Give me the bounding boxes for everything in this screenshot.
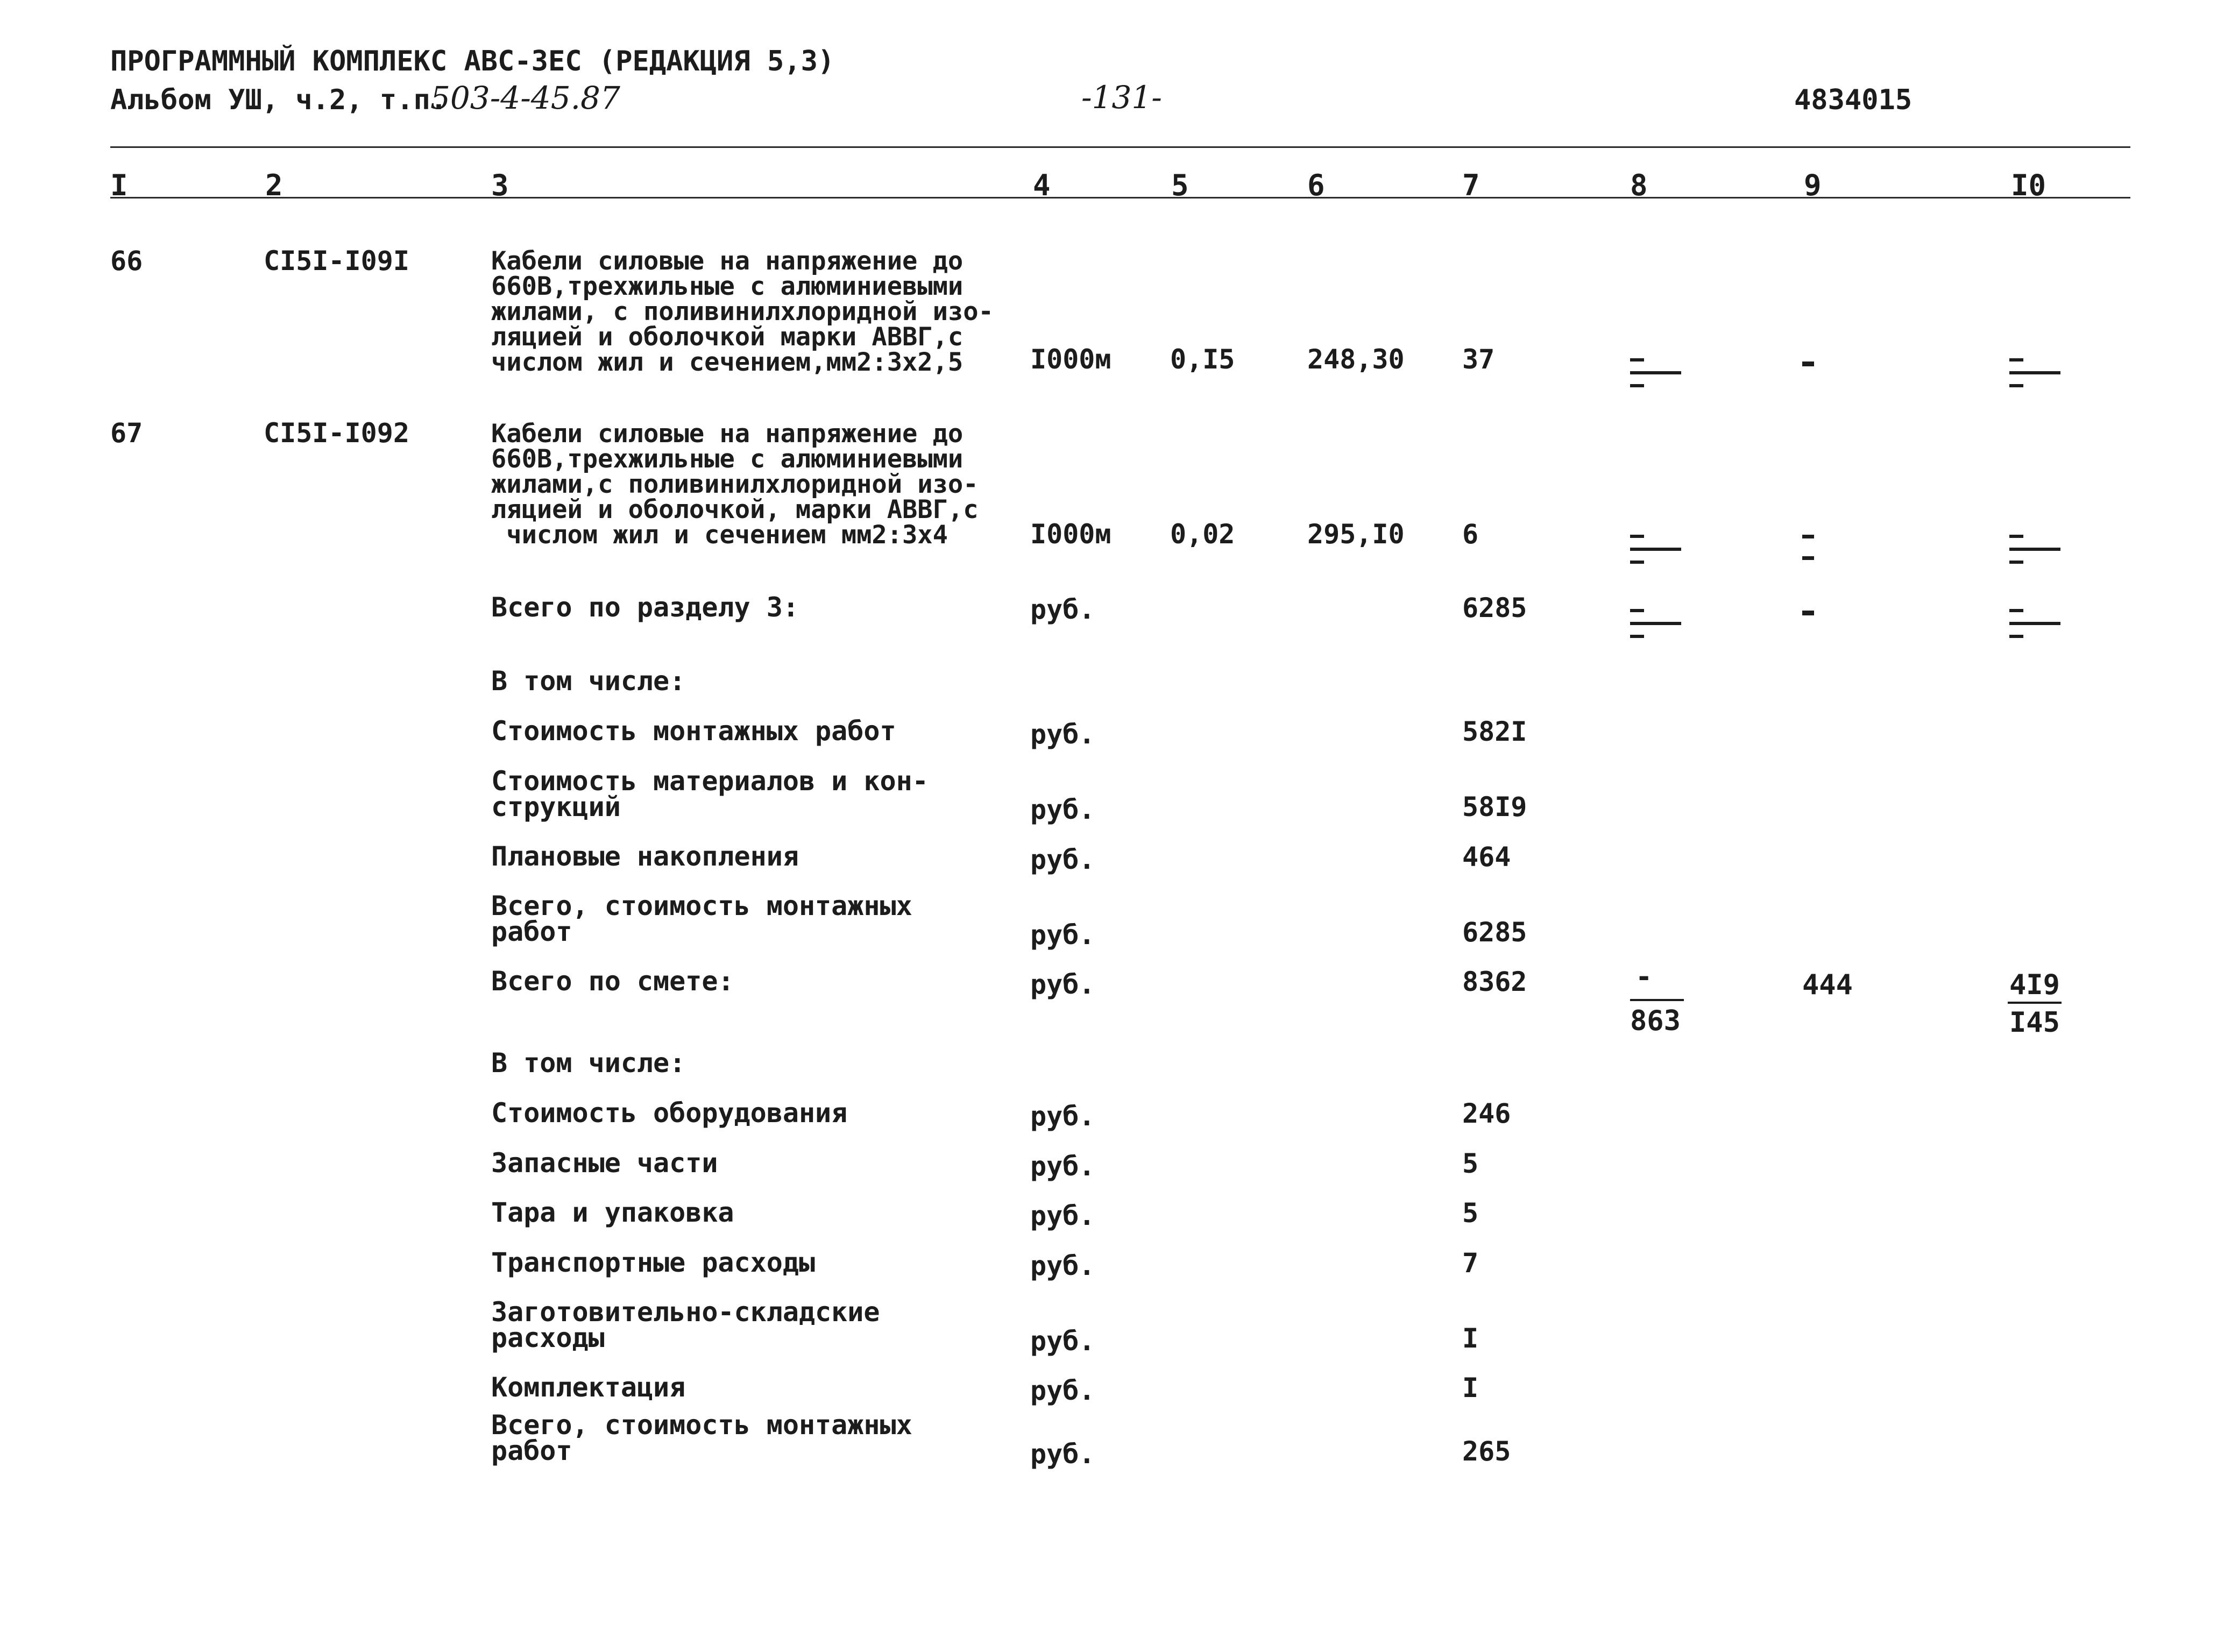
cost-value: 6285 — [1462, 917, 1527, 948]
col8-denominator: 863 — [1630, 1005, 1681, 1037]
column-number-1: I — [110, 168, 128, 202]
item-code: CI5I-I092 — [264, 417, 409, 449]
column-number-4: 4 — [1033, 168, 1051, 202]
column-number-5: 5 — [1171, 168, 1189, 202]
cost-unit: руб. — [1030, 794, 1095, 825]
item-number: 67 — [110, 417, 143, 449]
cost-value: I — [1462, 1372, 1479, 1403]
col10-numerator: 4I9 — [2009, 969, 2060, 1001]
including-heading: В том числе: — [491, 1047, 686, 1079]
column-number-6: 6 — [1307, 168, 1325, 202]
column-number-9: 9 — [1804, 168, 1822, 202]
cost-label: Транспортные расходы — [491, 1247, 816, 1278]
cost-label: Плановые накопления — [491, 841, 799, 872]
cost-value: 246 — [1462, 1098, 1511, 1129]
dash-mark — [1802, 361, 1814, 366]
column-number-10: I0 — [2011, 168, 2046, 202]
item-price: 248,30 — [1307, 344, 1405, 375]
col10-denominator: I45 — [2009, 1006, 2060, 1039]
item-total: 6 — [1462, 519, 1479, 550]
empty-fraction-mark — [1630, 356, 1678, 394]
cost-unit: руб. — [1030, 1250, 1095, 1281]
cost-unit: руб. — [1030, 1325, 1095, 1357]
cost-value: 5 — [1462, 1197, 1479, 1229]
cost-value: 58I9 — [1462, 791, 1527, 823]
cost-label: Стоимость оборудования — [491, 1097, 848, 1129]
including-heading: В том числе: — [491, 665, 686, 697]
cost-value: 464 — [1462, 841, 1511, 873]
header-bottom-rule — [110, 197, 2130, 198]
column-number-3: 3 — [491, 168, 509, 202]
cost-value: 265 — [1462, 1436, 1511, 1467]
item-unit: I000м — [1030, 344, 1111, 375]
empty-fraction-mark — [1802, 533, 1818, 570]
document-number: 4834015 — [1794, 84, 1913, 116]
col9-value: 444 — [1802, 969, 1853, 1001]
cost-unit: руб. — [1030, 1151, 1095, 1182]
item-quantity: 0,I5 — [1170, 344, 1235, 375]
album-reference: Альбом УШ, ч.2, т.п. — [110, 84, 448, 116]
empty-fraction-mark — [2009, 533, 2058, 570]
item-total: 37 — [1462, 344, 1495, 375]
cost-value: 7 — [1462, 1247, 1479, 1279]
cost-label: Тара и упаковка — [491, 1197, 734, 1228]
cost-unit: руб. — [1030, 1438, 1095, 1470]
empty-fraction-mark — [1630, 607, 1678, 644]
section-total-value: 6285 — [1462, 592, 1527, 623]
page-number-handwritten: -131- — [1081, 79, 1162, 116]
col8-fraction-line — [1630, 999, 1684, 1001]
item-description: Кабели силовые на напряжение до 660В,трехжильные с алюминиевыми жилами,с поливинилхлоридной изо- ляцией и оболочкой, марки АВВГ,с числом жил и сечением мм2:3х4 — [491, 419, 979, 550]
cost-unit: руб. — [1030, 1200, 1095, 1231]
cost-value: 5 — [1462, 1148, 1479, 1179]
dash-mark — [1802, 611, 1814, 615]
cost-unit: руб. — [1030, 844, 1095, 875]
cost-unit: руб. — [1030, 1101, 1095, 1132]
estimate-total-value: 8362 — [1462, 966, 1527, 997]
cost-label: Стоимость материалов и кон- струкций — [491, 765, 929, 823]
col8-numerator: - — [1635, 961, 1653, 993]
cost-unit: руб. — [1030, 1375, 1095, 1406]
estimate-total-unit: руб. — [1030, 969, 1095, 1000]
cost-label: Всего, стоимость монтажных работ — [491, 1409, 912, 1466]
section-total-label: Всего по разделу 3: — [491, 592, 799, 623]
item-code: CI5I-I09I — [264, 245, 409, 276]
cost-value: 582I — [1462, 716, 1527, 747]
empty-fraction-mark — [2009, 607, 2058, 644]
cost-label: Всего, стоимость монтажных работ — [491, 890, 912, 947]
cost-unit: руб. — [1030, 919, 1095, 951]
cost-label: Запасные части — [491, 1147, 718, 1179]
item-unit: I000м — [1030, 519, 1111, 550]
item-description: Кабели силовые на напряжение до 660В,трехжильные с алюминиевыми жилами, с поливинилхлоридной изо- ляцией и оболочкой марки АВВГ,с числом жил и сечением,мм2:3х2,5 — [491, 246, 994, 377]
header-top-rule — [110, 146, 2130, 148]
cost-label: Заготовительно-складские расходы — [491, 1296, 880, 1353]
column-number-2: 2 — [265, 168, 283, 202]
col10-fraction-line — [2008, 1002, 2062, 1004]
empty-fraction-mark — [2009, 356, 2058, 394]
cost-value: I — [1462, 1323, 1479, 1354]
cost-unit: руб. — [1030, 719, 1095, 750]
item-number: 66 — [110, 245, 143, 276]
estimate-total-label: Всего по смете: — [491, 966, 734, 997]
column-number-8: 8 — [1630, 168, 1648, 202]
cost-label: Комплектация — [491, 1372, 686, 1403]
item-price: 295,I0 — [1307, 519, 1405, 550]
project-number-handwritten: 503-4-45.87 — [430, 80, 620, 116]
item-quantity: 0,02 — [1170, 519, 1235, 550]
empty-fraction-mark — [1630, 533, 1678, 570]
section-total-unit: руб. — [1030, 594, 1095, 625]
column-number-7: 7 — [1462, 168, 1480, 202]
program-title: ПРОГРАММНЫЙ КОМПЛЕКС АВС-3ЕС (РЕДАКЦИЯ 5,3) — [110, 45, 835, 77]
cost-label: Стоимость монтажных работ — [491, 715, 896, 747]
